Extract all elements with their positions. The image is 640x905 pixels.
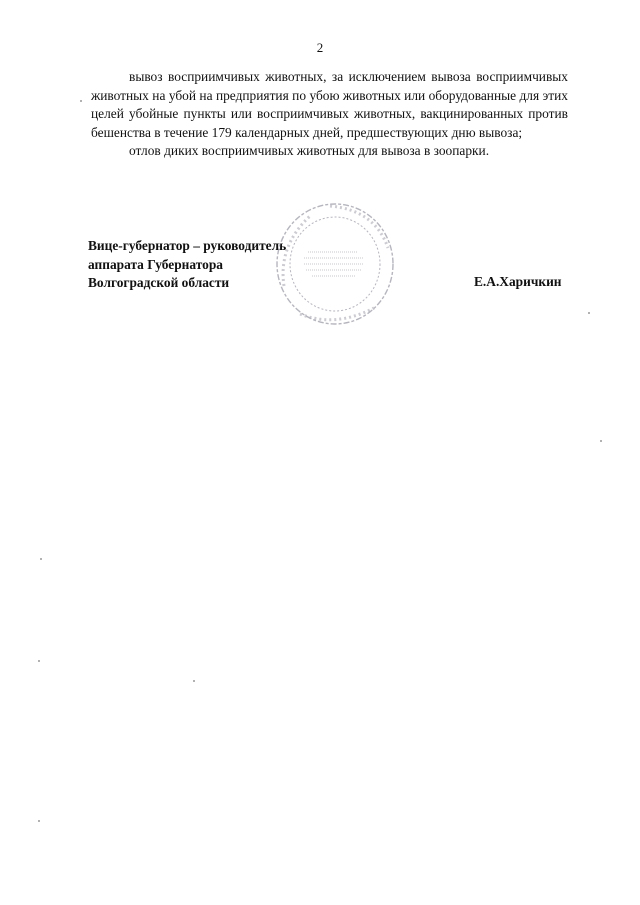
- signature-position: [88, 237, 286, 293]
- scan-speck: [38, 820, 40, 822]
- scan-speck: [80, 100, 82, 102]
- scan-speck: [40, 558, 42, 560]
- scan-speck: [588, 312, 590, 314]
- scan-speck: [38, 660, 40, 662]
- stamp-text-lines: [304, 252, 364, 276]
- scan-speck: [600, 440, 602, 442]
- page-number: 2: [316, 40, 324, 55]
- position-line: аппарата Губернатора: [88, 256, 223, 272]
- stamp-rim-lettering: [300, 308, 374, 320]
- paragraph-capture-wild-animals: отлов диких восприимчивых животных для вывоза в зоопарки.: [129, 143, 490, 158]
- position-line: Волгоградской области: [88, 275, 230, 290]
- body-text: [91, 68, 568, 161]
- stamp-rim-lettering: [283, 216, 310, 286]
- signer-name: Е.А.Харичкин: [474, 274, 562, 289]
- official-stamp: [270, 196, 400, 331]
- position-line: Вице-губернатор – руководитель: [88, 238, 287, 253]
- scan-speck: [193, 680, 195, 682]
- paragraph-removal-of-animals: вывоз восприимчивых животных, за исключением вывоза восприимчивых животных на убой на предприятия по убою животных или оборудованные для этих целей убойные пункты или восприимчивых животных, вакцинированных против бешенства в течение 179 календарных дней, предшествующих дню вывоза;: [91, 69, 568, 140]
- stamp-rim-lettering: [330, 206, 388, 248]
